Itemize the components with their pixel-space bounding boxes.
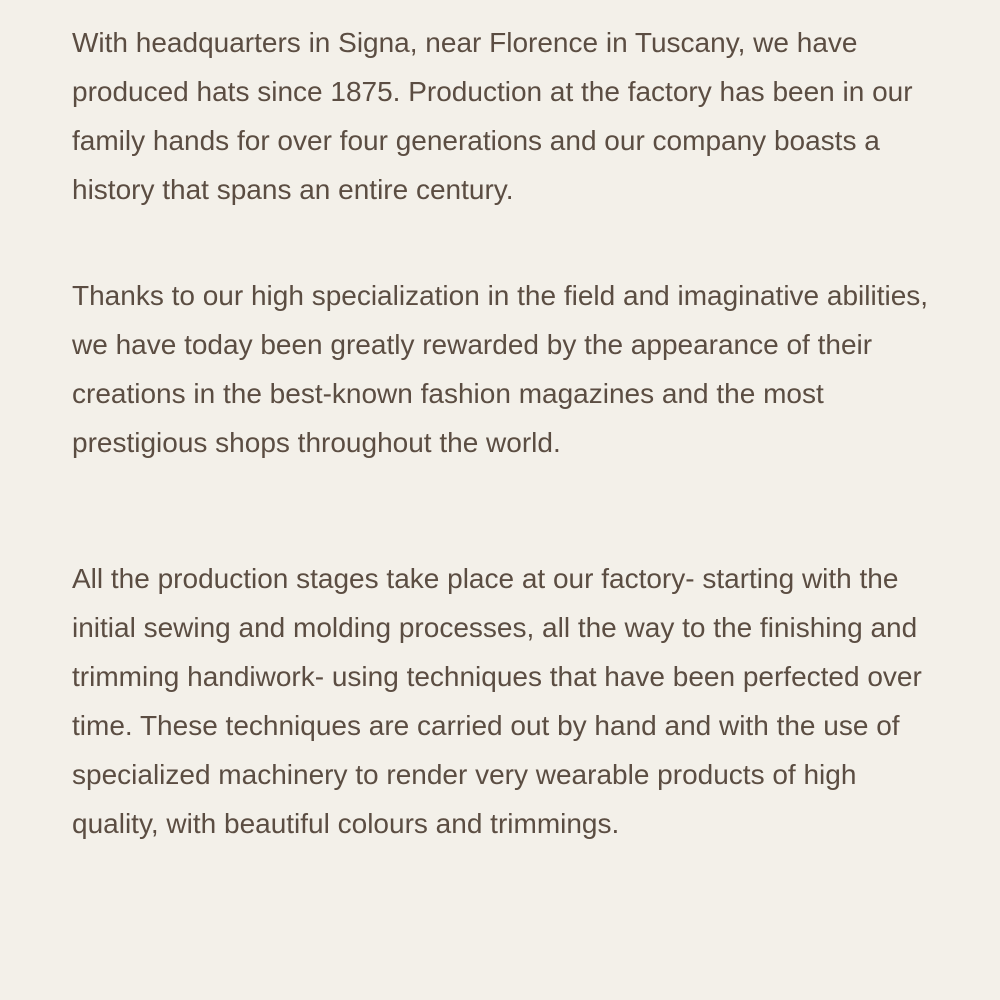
paragraph-specialization: Thanks to our high specialization in the field and imaginative abilities, we have today been greatly rewarded by the appearance of their creations in the best-known fashion magazines and the most prestigious shops throughout the world. [72,280,929,458]
paragraph-company-history: With headquarters in Signa, near Florence in Tuscany, we have produced hats since 1875. Production at the factory has been in our family hands for over four generations and our company boasts a history that spans an entire century. [72,27,913,205]
paragraph-production-stages: All the production stages take place at our factory- starting with the initial sewing and molding processes, all the way to the finishing and trimming handiwork- using techniques that have been perfected over time. These techniques are carried out by hand and with the use of specialized machinery to render very wearable products of high quality, with beautiful colours and trimmings. [72,563,922,839]
article-body [72,18,942,848]
